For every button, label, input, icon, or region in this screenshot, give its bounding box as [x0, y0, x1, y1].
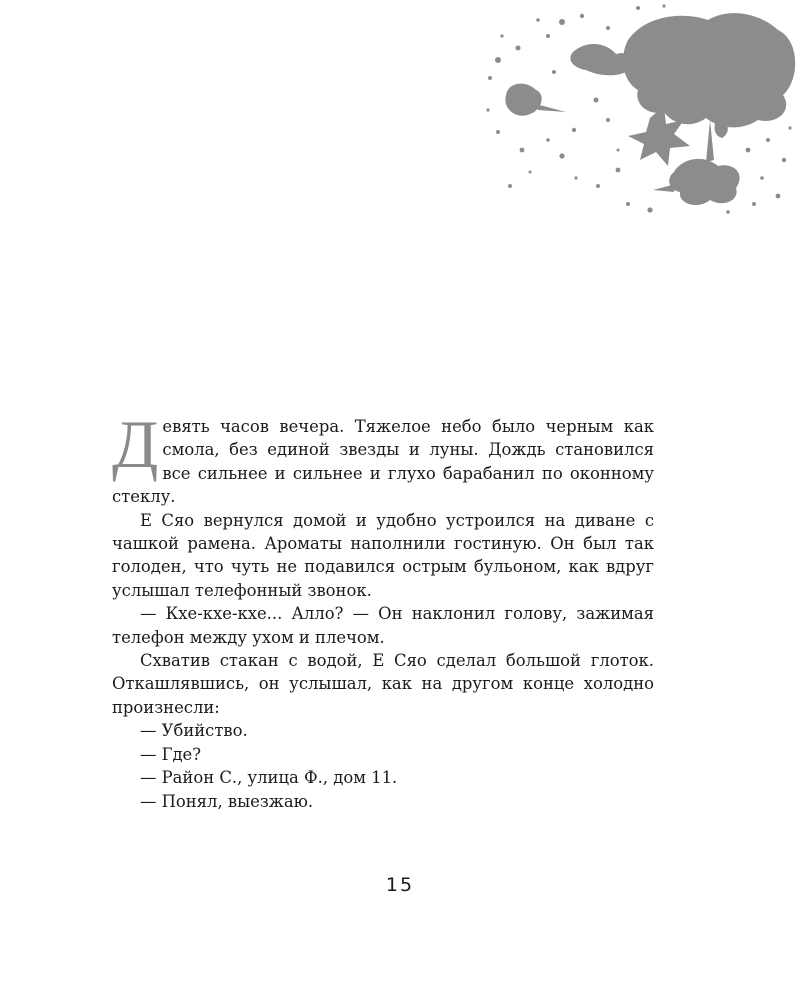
dialog-line-1: — Убийство. — [140, 721, 248, 741]
paragraph-4: Схватив стакан с водой, Е Сяо сделал большой глоток. Откашлявшись, он услышал, как на другом конце холодно произнесли: — [112, 651, 654, 717]
page-number: 15 — [385, 874, 415, 896]
drop-cap: Д — [112, 406, 159, 482]
paragraph-3: — Кхе-кхе-кхе... Алло? — Он наклонил голову, зажимая телефон между ухом и плечом. — [112, 604, 654, 647]
dialog-line-2: — Где? — [140, 744, 202, 764]
paragraph-1 — [112, 406, 654, 509]
body-text — [112, 406, 654, 813]
paragraph-1-text: евять часов вечера. Тяжелое небо было черным как смола, без единой звезды и луны. Дождь становился все сильнее и сильнее и глухо барабанил по оконному стеклу. — [112, 417, 654, 507]
paragraph-2: Е Сяо вернулся домой и удобно устроился на диване с чашкой рамена. Ароматы наполнили гостиную. Он был так голоден, что чуть не подавился острым бульоном, как вдруг услышал телефонный звонок. — [112, 510, 654, 600]
dialog-line-3: — Район С., улица Ф., дом 11. — [140, 768, 398, 788]
dialog-line-4: — Понял, выезжаю. — [140, 791, 314, 811]
ink-splatter-decoration — [478, 0, 800, 218]
